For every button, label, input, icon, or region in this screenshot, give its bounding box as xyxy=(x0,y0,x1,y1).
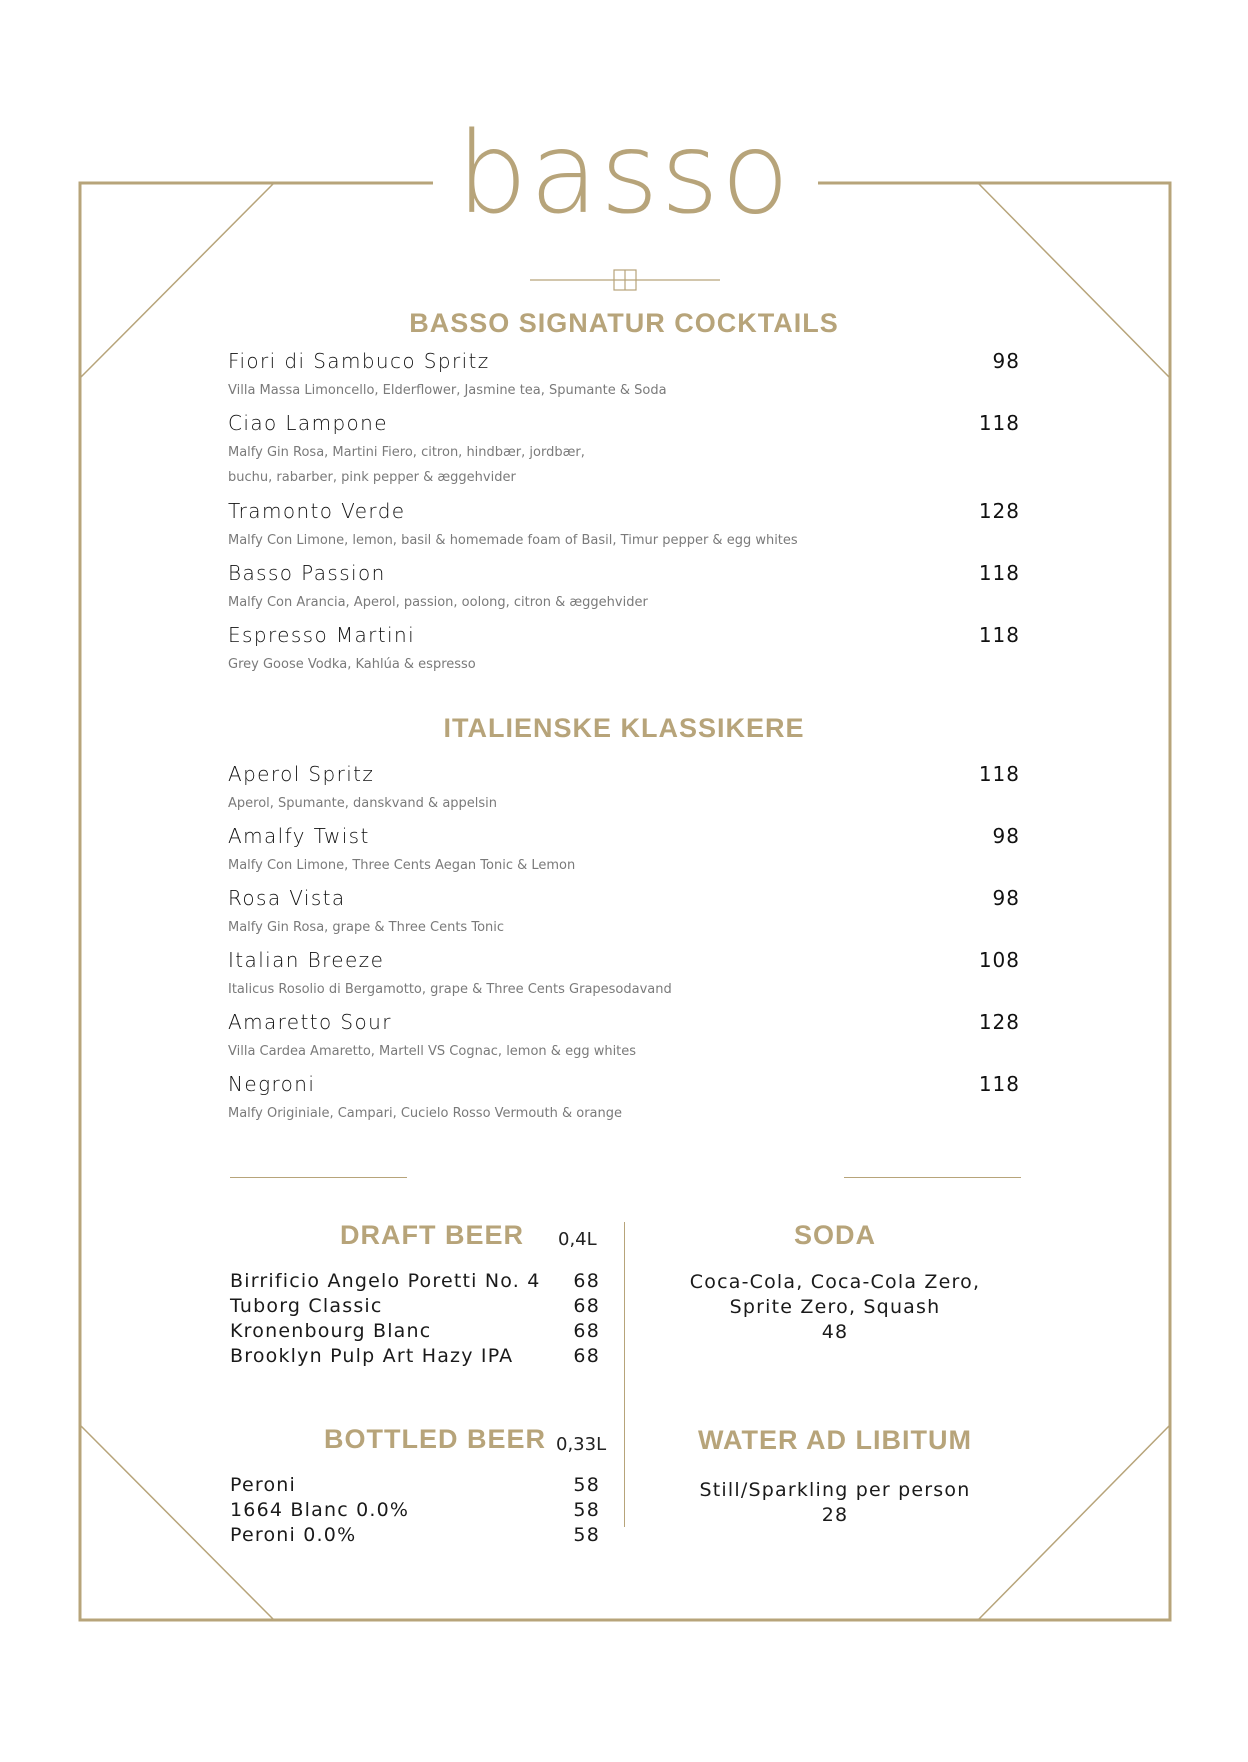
list-item xyxy=(228,762,1020,824)
item-price: 98 xyxy=(992,349,1020,373)
list-item xyxy=(228,886,1020,948)
item-price: 118 xyxy=(978,411,1020,435)
bottled-unit: 0,33L xyxy=(556,1434,607,1455)
item-name: Birrificio Angelo Poretti No. 4 xyxy=(230,1270,541,1292)
list-item xyxy=(230,1499,600,1524)
section-title-klassikere: ITALIENSKE KLASSIKERE xyxy=(443,713,805,743)
item-price: 118 xyxy=(978,561,1020,585)
list-item xyxy=(228,1072,1020,1134)
item-name: Italian Breeze xyxy=(228,948,385,972)
item-desc: Malfy Con Limone, Three Cents Aegan Tonic & Lemon xyxy=(228,858,576,873)
list-item xyxy=(228,1010,1020,1072)
list-item xyxy=(228,349,1020,411)
item-name: Rosa Vista xyxy=(228,886,346,910)
klassikere-list xyxy=(228,762,1020,1134)
column-divider xyxy=(624,1222,625,1527)
item-desc: Malfy Gin Rosa, grape & Three Cents Tonic xyxy=(228,920,505,935)
list-item xyxy=(230,1345,600,1370)
water-line-1: Still/Sparkling per person xyxy=(699,1479,971,1501)
soda-line-2: Sprite Zero, Squash xyxy=(729,1296,941,1318)
list-item xyxy=(228,561,1020,623)
item-price: 118 xyxy=(978,762,1020,786)
item-name: Peroni xyxy=(230,1474,297,1496)
item-desc: Malfy Con Arancia, Aperol, passion, oolong, citron & æggehvider xyxy=(228,595,648,610)
bottled-list xyxy=(230,1474,600,1549)
soda-block xyxy=(640,1270,1030,1345)
item-desc: Villa Massa Limoncello, Elderflower, Jasmine tea, Spumante & Soda xyxy=(228,383,667,398)
item-name: Espresso Martini xyxy=(228,623,416,647)
item-price: 128 xyxy=(978,499,1020,523)
item-price: 68 xyxy=(573,1270,600,1292)
item-desc: Malfy Con Limone, lemon, basil & homemade foam of Basil, Timur pepper & egg whites xyxy=(228,533,798,548)
item-price: 58 xyxy=(573,1499,600,1521)
item-price: 68 xyxy=(573,1345,600,1367)
basso-logo: basso xyxy=(456,109,792,239)
item-name: Ciao Lampone xyxy=(228,411,388,435)
divider-left xyxy=(230,1177,407,1178)
item-desc: Villa Cardea Amaretto, Martell VS Cognac, lemon & egg whites xyxy=(228,1044,637,1059)
item-price: 68 xyxy=(573,1295,600,1317)
item-name: Aperol Spritz xyxy=(228,762,375,786)
item-name: Peroni 0.0% xyxy=(230,1524,357,1546)
list-item xyxy=(228,623,1020,685)
list-item xyxy=(228,411,1020,499)
item-desc: Aperol, Spumante, danskvand & appelsin xyxy=(228,796,498,811)
item-name: Amaretto Sour xyxy=(228,1010,392,1034)
item-desc: Malfy Gin Rosa, Martini Fiero, citron, hindbær, jordbær, xyxy=(228,445,585,460)
section-title-signatur: BASSO SIGNATUR COCKTAILS xyxy=(409,308,839,338)
item-name: Negroni xyxy=(228,1072,316,1096)
section-title-draft: DRAFT BEER xyxy=(340,1220,524,1250)
item-price: 98 xyxy=(992,824,1020,848)
section-title-soda: SODA xyxy=(793,1220,876,1250)
item-price: 58 xyxy=(573,1474,600,1496)
water-price: 28 xyxy=(821,1504,849,1526)
item-name: Amalfy Twist xyxy=(228,824,370,848)
section-title-water: WATER AD LIBITUM xyxy=(698,1425,972,1455)
list-item xyxy=(228,499,1020,561)
item-desc-line2: buchu, rabarber, pink pepper & æggehvider xyxy=(228,470,516,485)
item-name: Kronenbourg Blanc xyxy=(230,1320,432,1342)
item-price: 98 xyxy=(992,886,1020,910)
item-name: 1664 Blanc 0.0% xyxy=(230,1499,410,1521)
list-item xyxy=(228,948,1020,1010)
draft-unit: 0,4L xyxy=(558,1229,597,1250)
section-title-bottled: BOTTLED BEER xyxy=(324,1424,547,1454)
list-item xyxy=(228,824,1020,886)
item-name: Tramonto Verde xyxy=(228,499,406,523)
item-price: 128 xyxy=(978,1010,1020,1034)
item-name: Tuborg Classic xyxy=(230,1295,383,1317)
item-price: 68 xyxy=(573,1320,600,1342)
item-name: Basso Passion xyxy=(228,561,386,585)
list-item xyxy=(230,1295,600,1320)
draft-list xyxy=(230,1270,600,1370)
water-block xyxy=(640,1478,1030,1528)
item-price: 118 xyxy=(978,623,1020,647)
list-item xyxy=(230,1270,600,1295)
ornament-divider xyxy=(530,268,720,292)
list-item xyxy=(230,1320,600,1345)
item-desc: Malfy Originiale, Campari, Cucielo Rosso Vermouth & orange xyxy=(228,1106,623,1121)
list-item xyxy=(230,1524,600,1549)
signatur-list xyxy=(228,349,1020,685)
item-name: Fiori di Sambuco Spritz xyxy=(228,349,490,373)
item-price: 58 xyxy=(573,1524,600,1546)
item-price: 118 xyxy=(978,1072,1020,1096)
item-name: Brooklyn Pulp Art Hazy IPA xyxy=(230,1345,514,1367)
soda-line-1: Coca-Cola, Coca-Cola Zero, xyxy=(689,1271,981,1293)
item-desc: Italicus Rosolio di Bergamotto, grape & Three Cents Grapesodavand xyxy=(228,982,672,997)
soda-price: 48 xyxy=(821,1321,849,1343)
item-price: 108 xyxy=(978,948,1020,972)
divider-right xyxy=(844,1177,1021,1178)
list-item xyxy=(230,1474,600,1499)
item-desc: Grey Goose Vodka, Kahlúa & espresso xyxy=(228,657,476,672)
